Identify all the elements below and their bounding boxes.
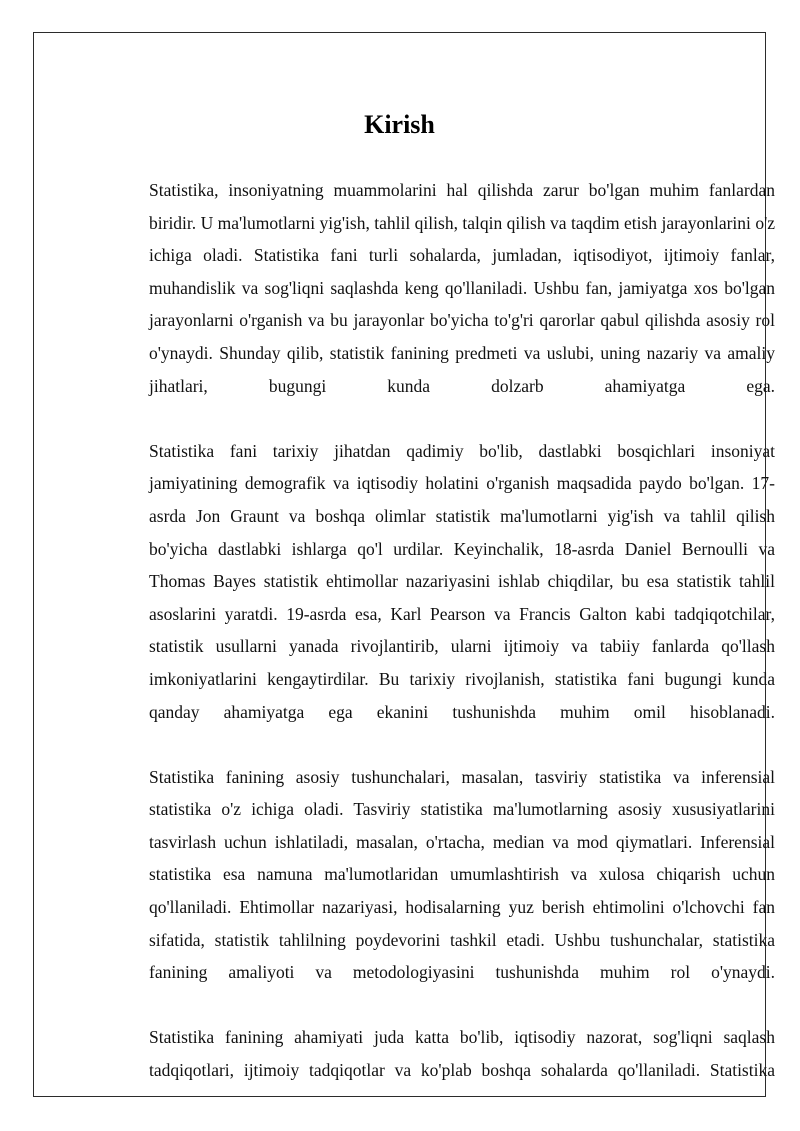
paragraph-2: Statistika fani tarixiy jihatdan qadimiy bo'lib, dastlabki bosqichlari insoniyat jamiyatining demografik va iqtisodiy holatini o'rganish maqsadida paydo bo'lgan. 17-asrda Jon Graunt va boshqa olimlar statistik ma'lumotlarni yig'ish va tahlil qilish bo'yicha dastlabki ishlarga qo'l urdilar. Keyinchalik, 18-asrda Daniel Bernoulli va Thomas Bayes statistik ehtimollar nazariyasini ishlab chiqdilar, bu esa statistik tahlil asoslarini yaratdi. 19-asrda esa, Karl Pearson va Francis Galton kabi tadqiqotchilar, statistik usullarni yanada rivojlantirib, ularni ijtimoiy va tabiiy fanlarda qo'llash imkoniyatlarini kengaytirdilar. Bu tarixiy rivojlanish, statistika fani bugungi kunda qanday ahamiyatga ega ekanini tushunishda muhim omil hisoblanadi. [149, 440, 775, 722]
paragraph-1: Statistika, insoniyatning muammolarini hal qilishda zarur bo'lgan muhim fanlardan biridir. U ma'lumotlarni yig'ish, tahlil qilish, talqin qilish va taqdim etish jarayonlarini o'z ichiga oladi. Statistika fani turli sohalarda, jumladan, iqtisodiyot, ijtimoiy fanlar, muhandislik va sog'liqni saqlashda keng qo'llaniladi. Ushbu fan, jamiyatga xos bo'lgan jarayonlarni o'rganish va bu jarayonlar bo'yicha to'g'ri qarorlar qabul qilishda asosiy rol o'ynaydi. Shunday qilib, statistik fanining predmeti va uslubi, uning nazariy va amaliy jihatlari, bugungi kunda dolzarb ahamiyatga ega. [149, 180, 775, 396]
document-page [33, 32, 775, 1097]
paragraph-3: Statistika fanining asosiy tushunchalari, masalan, tasviriy statistika va inferensial statistika o'z ichiga oladi. Tasviriy statistika ma'lumotlarning asosiy xususiyatlarini tasvirlash uchun ishlatiladi, masalan, o'rtacha, median va mod qiymatlari. Inferensial statistika esa namuna ma'lumotlaridan umumlashtirish va xulosa chiqarish uchun qo'llaniladi. Ehtimollar nazariyasi, hodisalarning yuz berish ehtimolini o'lchovchi fan sifatida, statistik tahlilning poydevorini tashkil etadi. Ushbu tushunchalar, statistika fanining amaliyoti va metodologiyasini tushunishda muhim rol o'ynaydi. [149, 766, 775, 983]
document-body [149, 174, 775, 1119]
page-title: Kirish [364, 110, 435, 139]
paragraph-4: Statistika fanining ahamiyati juda katta bo'lib, iqtisodiy nazorat, sog'liqni saqlash tadqiqotlari, ijtimoiy tadqiqotlar va ko'plab boshqa sohalarda qo'llaniladi. Statistika [149, 1027, 775, 1081]
